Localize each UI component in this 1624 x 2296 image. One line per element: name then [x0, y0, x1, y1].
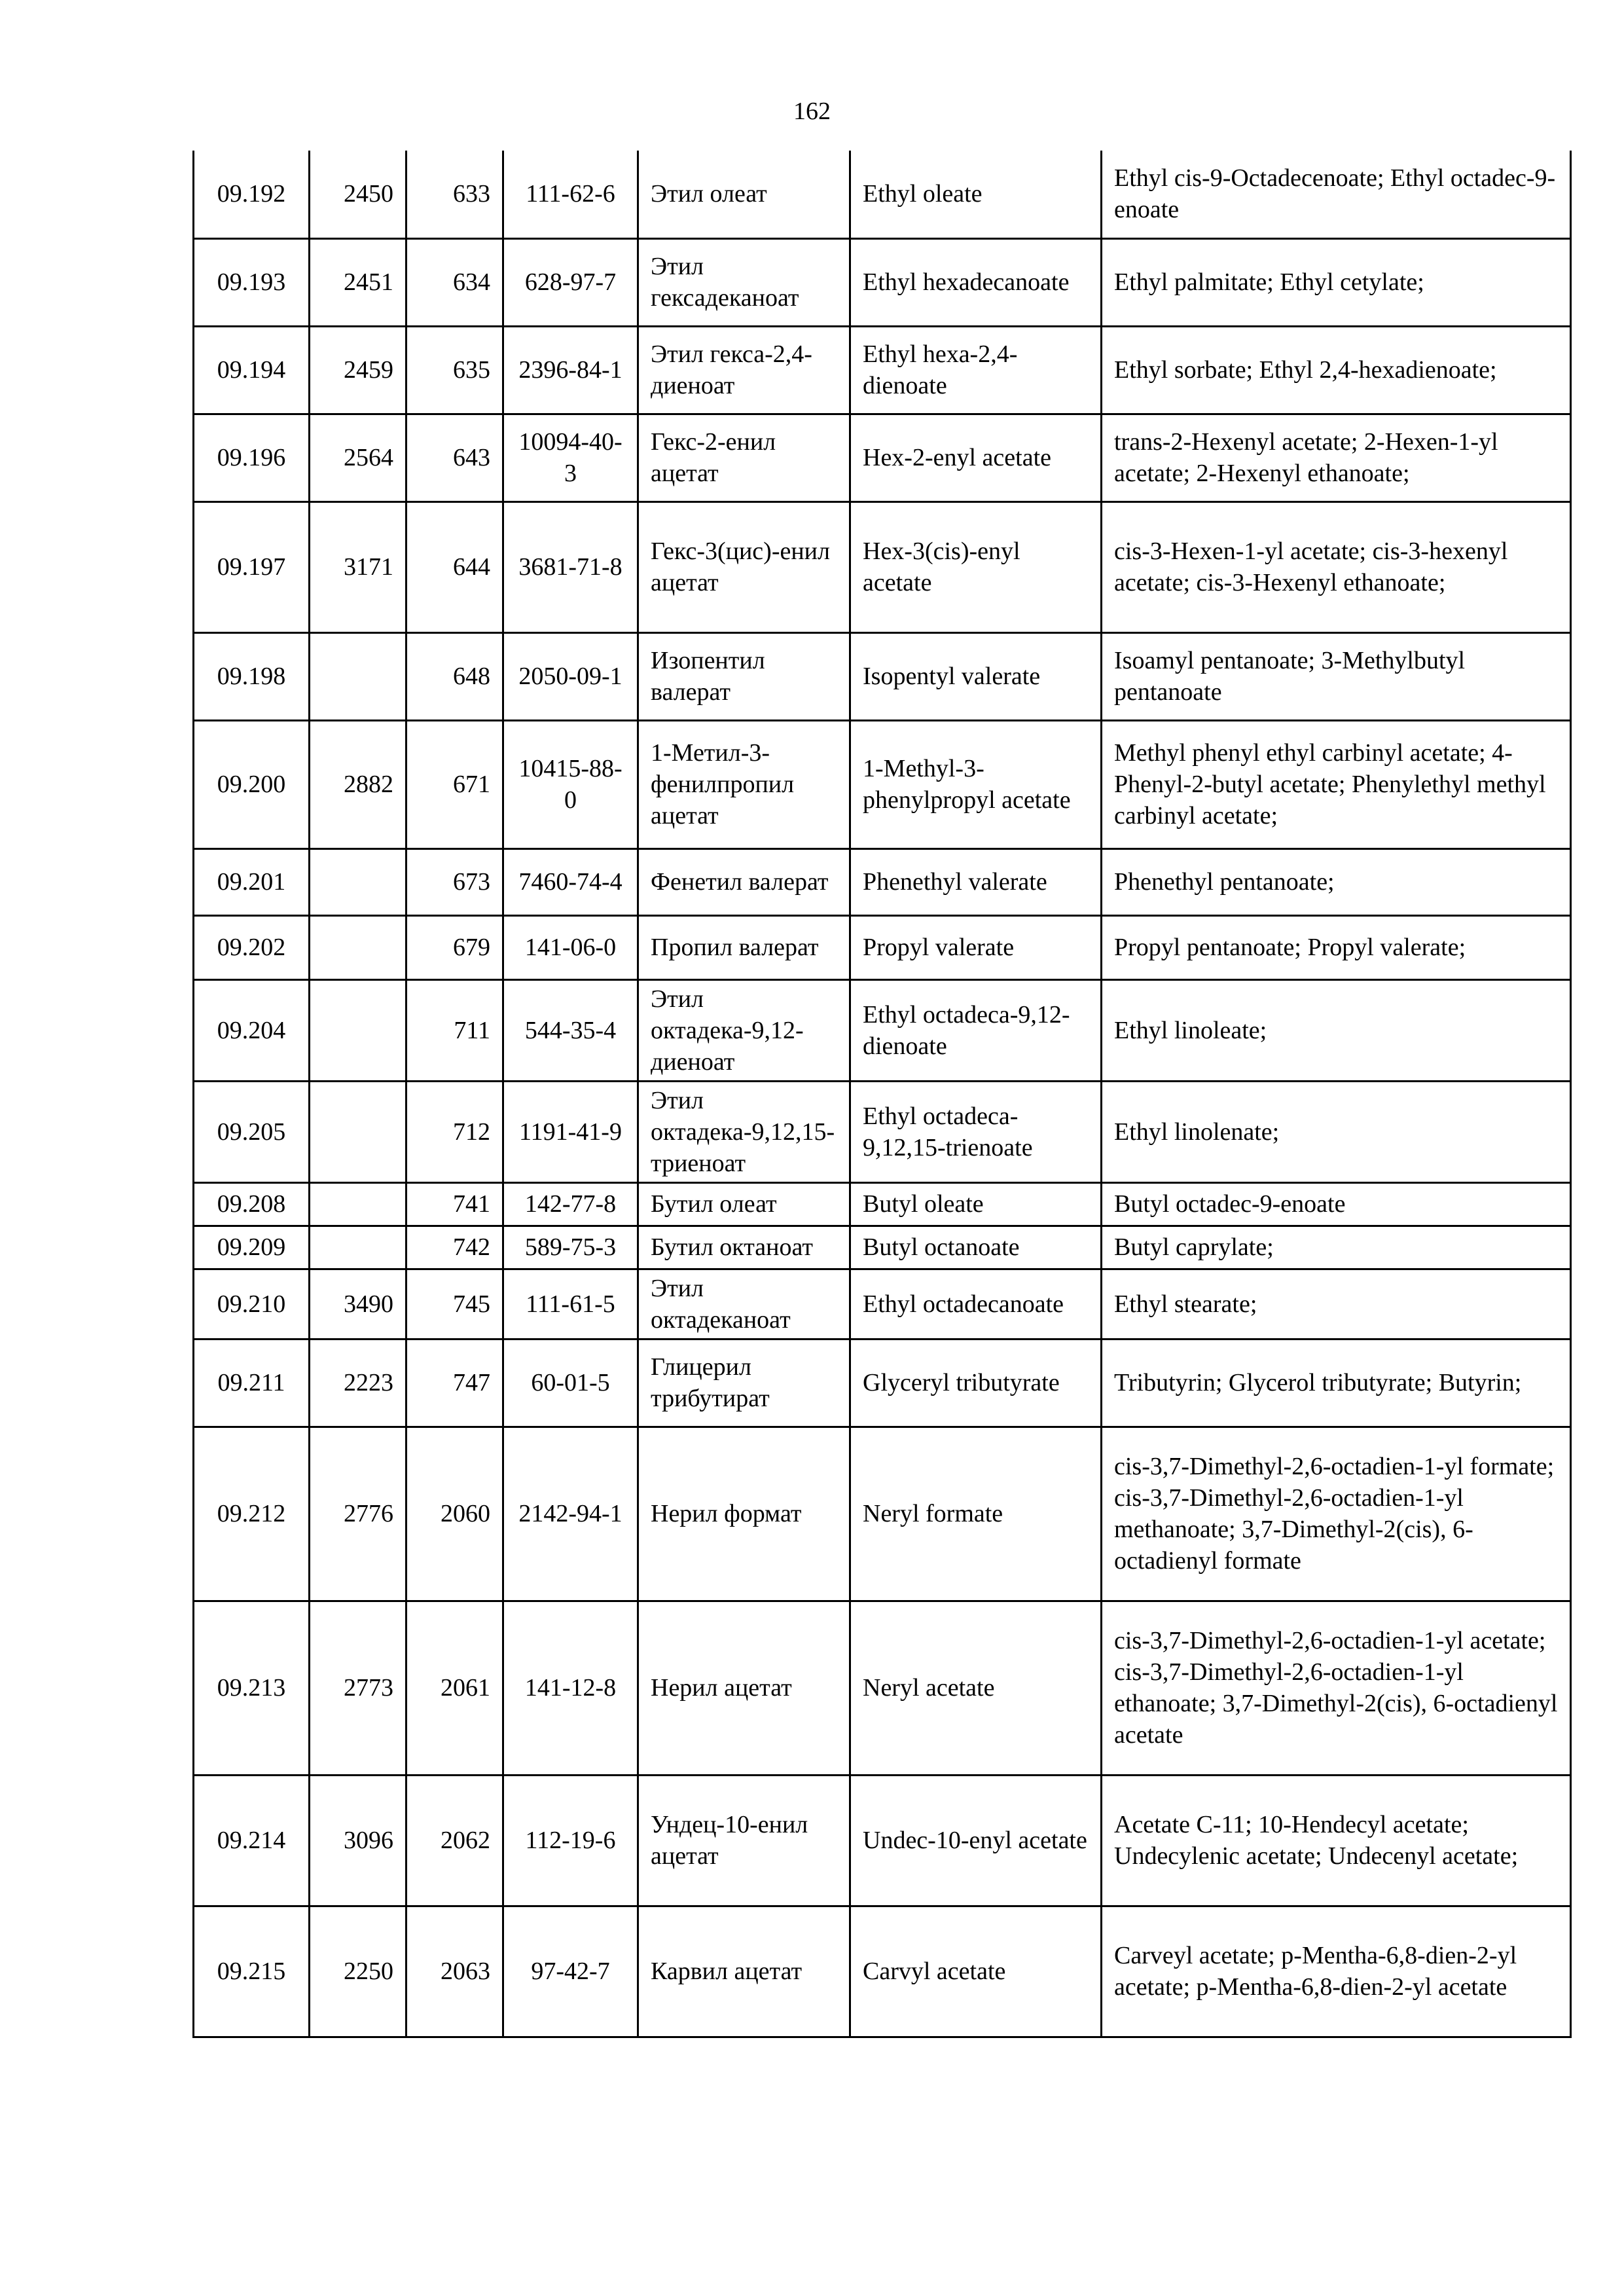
cell-cas-number: 2396-84-1 [503, 326, 638, 414]
cell-code: 09.209 [194, 1226, 310, 1269]
cell-name-russian: Изопентил валерат [638, 632, 850, 720]
cell-cas-number: 2142-94-1 [503, 1427, 638, 1601]
table-row [194, 1182, 1571, 1226]
cell-synonyms: Carveyl acetate; p-Mentha-6,8-dien-2-yl acetate; p-Mentha-6,8-dien-2-yl acetate [1102, 1906, 1571, 2037]
cell-name-english: Hex-2-enyl acetate [850, 414, 1102, 501]
table-row [194, 1427, 1571, 1601]
cell-code: 09.196 [194, 414, 310, 501]
cell-number-2: 648 [406, 632, 503, 720]
cell-number-2: 633 [406, 151, 503, 238]
cell-synonyms: Ethyl palmitate; Ethyl cetylate; [1102, 238, 1571, 326]
cell-name-english: Butyl oleate [850, 1182, 1102, 1226]
cell-name-russian: Ундец-10-енил ацетат [638, 1775, 850, 1906]
cell-number-1: 2250 [310, 1906, 406, 2037]
cell-number-1: 2451 [310, 238, 406, 326]
cell-code: 09.200 [194, 720, 310, 848]
cell-code: 09.194 [194, 326, 310, 414]
cell-number-2: 742 [406, 1226, 503, 1269]
cell-number-1: 2776 [310, 1427, 406, 1601]
cell-synonyms: cis-3,7-Dimethyl-2,6-octadien-1-yl formate; cis-3,7-Dimethyl-2,6-octadien-1-yl methanoate; 3,7-Dimethyl-2(cis), 6-octadienyl formate [1102, 1427, 1571, 1601]
cell-name-russian: Этил гекса-2,4-диеноат [638, 326, 850, 414]
cell-cas-number: 628-97-7 [503, 238, 638, 326]
cell-synonyms: Ethyl linoleate; [1102, 979, 1571, 1081]
cell-name-english: Glyceryl tributyrate [850, 1339, 1102, 1427]
cell-cas-number: 10094-40-3 [503, 414, 638, 501]
cell-number-1: 2773 [310, 1601, 406, 1775]
cell-number-1 [310, 632, 406, 720]
cell-synonyms: Isoamyl pentanoate; 3-Methylbutyl pentanoate [1102, 632, 1571, 720]
table-row [194, 1906, 1571, 2037]
flavoring-substances-table [192, 151, 1572, 2038]
cell-name-russian: Этил октадеканоат [638, 1269, 850, 1339]
cell-synonyms: Ethyl sorbate; Ethyl 2,4-hexadienoate; [1102, 326, 1571, 414]
cell-number-1 [310, 1226, 406, 1269]
cell-number-1: 2223 [310, 1339, 406, 1427]
cell-number-2: 2061 [406, 1601, 503, 1775]
cell-synonyms: Butyl octadec-9-enoate [1102, 1182, 1571, 1226]
cell-cas-number: 2050-09-1 [503, 632, 638, 720]
cell-name-english: Hex-3(cis)-enyl acetate [850, 501, 1102, 632]
table-row [194, 501, 1571, 632]
cell-number-2: 712 [406, 1081, 503, 1182]
table-row [194, 1775, 1571, 1906]
table-row [194, 326, 1571, 414]
cell-code: 09.193 [194, 238, 310, 326]
cell-number-1: 3490 [310, 1269, 406, 1339]
cell-cas-number: 544-35-4 [503, 979, 638, 1081]
cell-name-english: Ethyl octadecanoate [850, 1269, 1102, 1339]
cell-name-russian: Бутил олеат [638, 1182, 850, 1226]
cell-code: 09.213 [194, 1601, 310, 1775]
cell-cas-number: 111-61-5 [503, 1269, 638, 1339]
cell-name-russian: 1-Метил-3-фенилпропил ацетат [638, 720, 850, 848]
table-row [194, 1601, 1571, 1775]
table-row [194, 632, 1571, 720]
table-body [194, 151, 1571, 2037]
cell-name-russian: Этил октадека-9,12-диеноат [638, 979, 850, 1081]
cell-name-english: Neryl acetate [850, 1601, 1102, 1775]
cell-name-english: Isopentyl valerate [850, 632, 1102, 720]
table-row [194, 1269, 1571, 1339]
cell-name-english: 1-Methyl-3-phenylpropyl acetate [850, 720, 1102, 848]
cell-code: 09.204 [194, 979, 310, 1081]
cell-number-1 [310, 915, 406, 979]
cell-name-russian: Этил олеат [638, 151, 850, 238]
cell-synonyms: cis-3,7-Dimethyl-2,6-octadien-1-yl acetate; cis-3,7-Dimethyl-2,6-octadien-1-yl ethanoate; 3,7-Dimethyl-2(cis), 6-octadienyl acetate [1102, 1601, 1571, 1775]
table-row [194, 151, 1571, 238]
page-number: 162 [793, 98, 831, 125]
flavoring-table-wrapper [192, 151, 1570, 2038]
cell-synonyms: Methyl phenyl ethyl carbinyl acetate; 4- Phenyl-2-butyl acetate; Phenylethyl methyl carbinyl acetate; [1102, 720, 1571, 848]
table-row [194, 915, 1571, 979]
cell-synonyms: Propyl pentanoate; Propyl valerate; [1102, 915, 1571, 979]
cell-number-2: 643 [406, 414, 503, 501]
cell-code: 09.198 [194, 632, 310, 720]
cell-name-english: Phenethyl valerate [850, 848, 1102, 915]
cell-number-2: 671 [406, 720, 503, 848]
cell-number-1 [310, 848, 406, 915]
cell-number-2: 644 [406, 501, 503, 632]
cell-code: 09.215 [194, 1906, 310, 2037]
cell-number-1 [310, 979, 406, 1081]
cell-name-english: Ethyl oleate [850, 151, 1102, 238]
table-row [194, 238, 1571, 326]
cell-name-english: Ethyl octadeca-9,12,15-trienoate [850, 1081, 1102, 1182]
cell-name-russian: Фенетил валерат [638, 848, 850, 915]
cell-number-1: 3096 [310, 1775, 406, 1906]
cell-number-2: 2060 [406, 1427, 503, 1601]
cell-number-2: 745 [406, 1269, 503, 1339]
cell-number-1: 2564 [310, 414, 406, 501]
cell-cas-number: 141-06-0 [503, 915, 638, 979]
cell-number-2: 711 [406, 979, 503, 1081]
cell-synonyms: Ethyl cis-9-Octadecenoate; Ethyl octadec-9-enoate [1102, 151, 1571, 238]
cell-name-english: Carvyl acetate [850, 1906, 1102, 2037]
cell-name-russian: Карвил ацетат [638, 1906, 850, 2037]
cell-synonyms: trans-2-Hexenyl acetate; 2-Hexen-1-yl acetate; 2-Hexenyl ethanoate; [1102, 414, 1571, 501]
table-row [194, 720, 1571, 848]
cell-name-russian: Нерил ацетат [638, 1601, 850, 1775]
table-row [194, 1081, 1571, 1182]
cell-cas-number: 97-42-7 [503, 1906, 638, 2037]
cell-synonyms: Ethyl linolenate; [1102, 1081, 1571, 1182]
cell-number-2: 2063 [406, 1906, 503, 2037]
cell-name-english: Ethyl hexadecanoate [850, 238, 1102, 326]
cell-cas-number: 111-62-6 [503, 151, 638, 238]
cell-cas-number: 589-75-3 [503, 1226, 638, 1269]
cell-name-english: Butyl octanoate [850, 1226, 1102, 1269]
cell-name-russian: Гекс-3(цис)-енил ацетат [638, 501, 850, 632]
cell-synonyms: Ethyl stearate; [1102, 1269, 1571, 1339]
cell-synonyms: cis-3-Hexen-1-yl acetate; cis-3-hexenyl acetate; cis-3-Hexenyl ethanoate; [1102, 501, 1571, 632]
cell-name-russian: Бутил октаноат [638, 1226, 850, 1269]
cell-name-russian: Глицерил трибутират [638, 1339, 850, 1427]
cell-cas-number: 60-01-5 [503, 1339, 638, 1427]
cell-code: 09.205 [194, 1081, 310, 1182]
table-row [194, 1339, 1571, 1427]
cell-number-2: 747 [406, 1339, 503, 1427]
cell-synonyms: Acetate C-11; 10-Hendecyl acetate; Undecylenic acetate; Undecenyl acetate; [1102, 1775, 1571, 1906]
cell-code: 09.201 [194, 848, 310, 915]
cell-name-russian: Пропил валерат [638, 915, 850, 979]
cell-code: 09.197 [194, 501, 310, 632]
cell-name-english: Neryl formate [850, 1427, 1102, 1601]
cell-number-2: 679 [406, 915, 503, 979]
cell-synonyms: Phenethyl pentanoate; [1102, 848, 1571, 915]
cell-synonyms: Butyl caprylate; [1102, 1226, 1571, 1269]
cell-number-1: 2450 [310, 151, 406, 238]
cell-name-russian: Гекс-2-енил ацетат [638, 414, 850, 501]
cell-cas-number: 10415-88-0 [503, 720, 638, 848]
cell-cas-number: 7460-74-4 [503, 848, 638, 915]
cell-name-english: Propyl valerate [850, 915, 1102, 979]
table-row [194, 848, 1571, 915]
cell-name-russian: Этил октадека-9,12,15-триеноат [638, 1081, 850, 1182]
cell-number-1: 2459 [310, 326, 406, 414]
cell-name-russian: Нерил формат [638, 1427, 850, 1601]
cell-name-english: Ethyl hexa-2,4-dienoate [850, 326, 1102, 414]
cell-number-1 [310, 1182, 406, 1226]
cell-name-english: Ethyl octadeca-9,12-dienoate [850, 979, 1102, 1081]
cell-name-russian: Этил гексадеканоат [638, 238, 850, 326]
table-row [194, 1226, 1571, 1269]
cell-number-2: 2062 [406, 1775, 503, 1906]
cell-cas-number: 112-19-6 [503, 1775, 638, 1906]
cell-code: 09.192 [194, 151, 310, 238]
cell-number-2: 634 [406, 238, 503, 326]
cell-number-2: 673 [406, 848, 503, 915]
cell-number-1: 3171 [310, 501, 406, 632]
cell-cas-number: 142-77-8 [503, 1182, 638, 1226]
cell-code: 09.214 [194, 1775, 310, 1906]
cell-code: 09.210 [194, 1269, 310, 1339]
cell-code: 09.211 [194, 1339, 310, 1427]
cell-synonyms: Tributyrin; Glycerol tributyrate; Butyrin; [1102, 1339, 1571, 1427]
cell-cas-number: 141-12-8 [503, 1601, 638, 1775]
cell-number-2: 635 [406, 326, 503, 414]
cell-code: 09.208 [194, 1182, 310, 1226]
cell-code: 09.212 [194, 1427, 310, 1601]
cell-name-english: Undec-10-enyl acetate [850, 1775, 1102, 1906]
cell-number-2: 741 [406, 1182, 503, 1226]
table-row [194, 414, 1571, 501]
cell-code: 09.202 [194, 915, 310, 979]
table-row [194, 979, 1571, 1081]
cell-number-1 [310, 1081, 406, 1182]
cell-number-1: 2882 [310, 720, 406, 848]
cell-cas-number: 1191-41-9 [503, 1081, 638, 1182]
cell-cas-number: 3681-71-8 [503, 501, 638, 632]
